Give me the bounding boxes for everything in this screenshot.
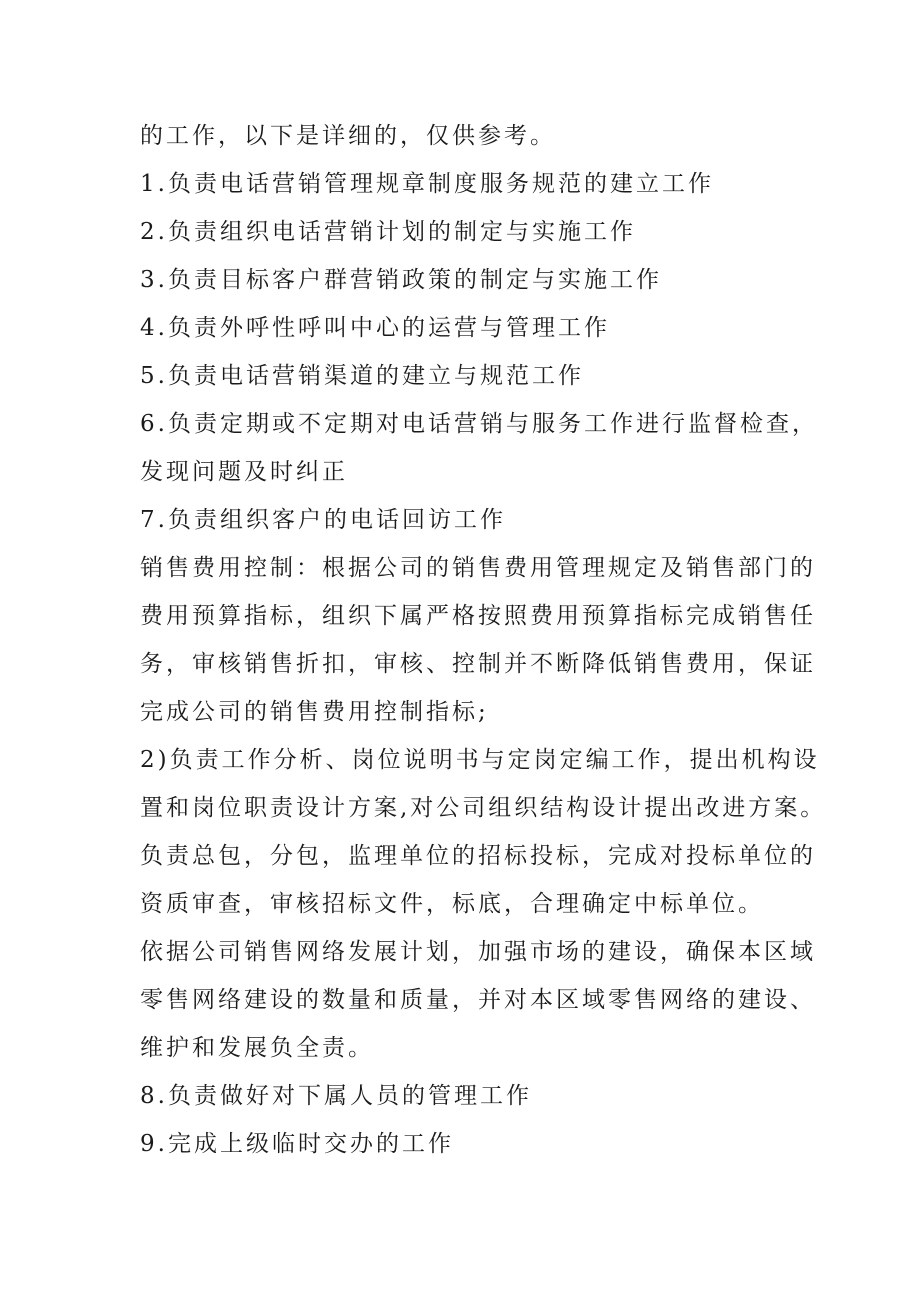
text-line: 8.负责做好对下属人员的管理工作 [140, 1083, 532, 1109]
text-line: 4.负责外呼性呼叫中心的运营与管理工作 [140, 315, 610, 341]
text-line: 的工作，以下是详细的，仅供参考。 [140, 123, 556, 149]
text-line: 9.完成上级临时交办的工作 [140, 1131, 454, 1157]
text-line: 发现问题及时纠正 [140, 459, 348, 485]
text-line: 3.负责目标客户群营销政策的制定与实施工作 [140, 267, 662, 293]
document-body [140, 112, 827, 1168]
text-line: 1.负责电话营销管理规章制度服务规范的建立工作 [140, 171, 714, 197]
text-line: 5.负责电话营销渠道的建立与规范工作 [140, 363, 584, 389]
text-line: 置和岗位职责设计方案,对公司组织结构设计提出改进方案。 [140, 795, 827, 821]
text-line: 6.负责定期或不定期对电话营销与服务工作进行监督检查， [140, 411, 818, 437]
text-line: 维护和发展负全责。 [140, 1035, 374, 1061]
text-line: 资质审查，审核招标文件，标底，合理确定中标单位。 [140, 891, 764, 917]
text-line: 依据公司销售网络发展计划，加强市场的建设，确保本区域 [140, 939, 816, 965]
text-line: 费用预算指标，组织下属严格按照费用预算指标完成销售任 [140, 603, 816, 629]
text-line: 务，审核销售折扣，审核、控制并不断降低销售费用，保证 [140, 651, 816, 677]
text-line: 7.负责组织客户的电话回访工作 [140, 507, 506, 533]
text-line: 2)负责工作分析、岗位说明书与定岗定编工作，提出机构设 [140, 747, 820, 773]
text-line: 负责总包，分包，监理单位的招标投标，完成对投标单位的 [140, 843, 816, 869]
text-line: 销售费用控制：根据公司的销售费用管理规定及销售部门的 [140, 555, 816, 581]
text-line: 零售网络建设的数量和质量，并对本区域零售网络的建设、 [140, 987, 816, 1013]
text-line: 完成公司的销售费用控制指标; [140, 699, 489, 725]
text-line: 2.负责组织电话营销计划的制定与实施工作 [140, 219, 636, 245]
